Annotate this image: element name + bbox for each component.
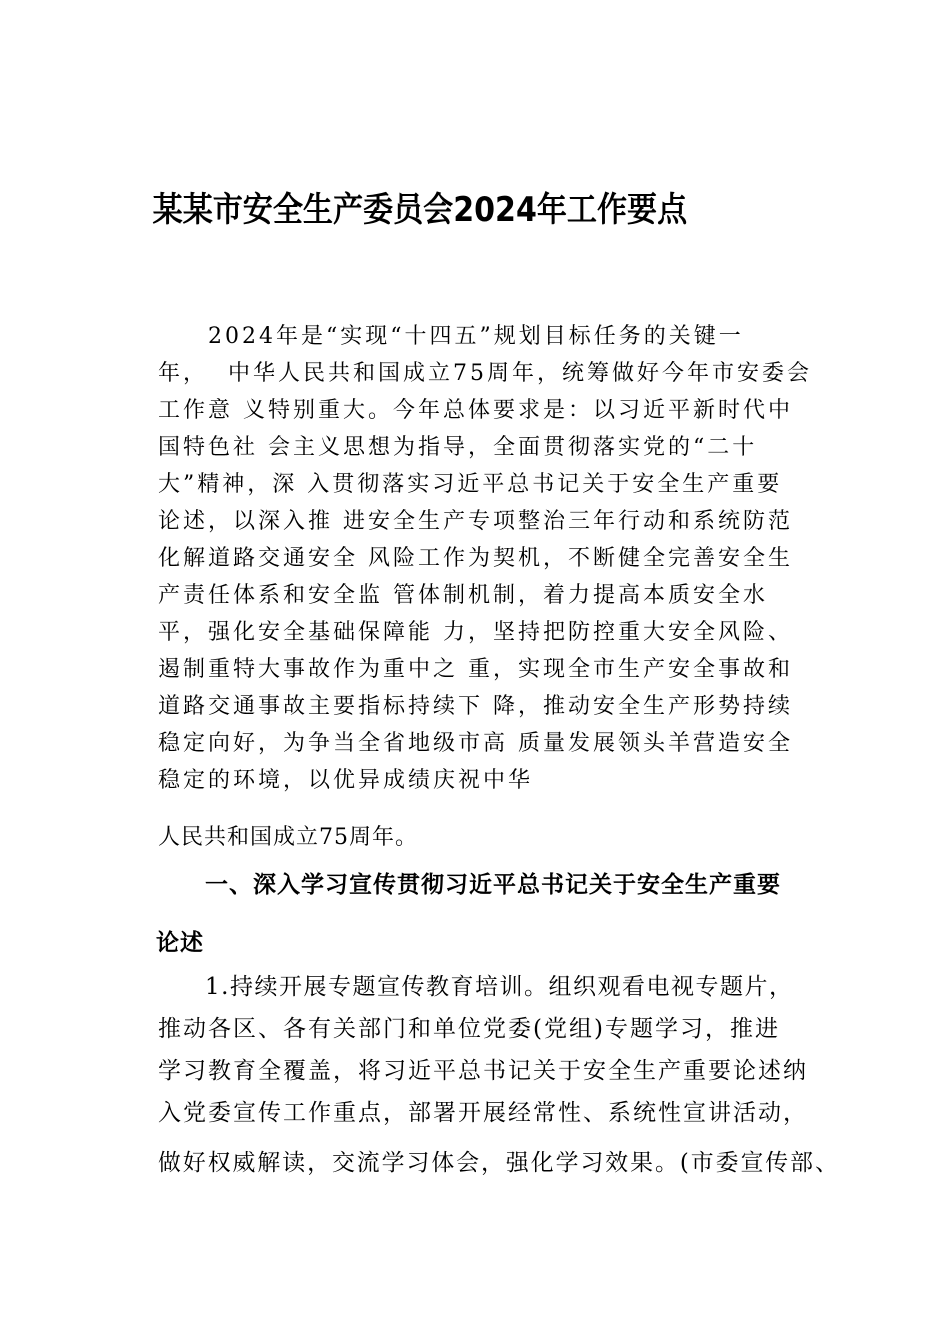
item-paragraph-line: 入党委宣传工作重点，部署开展经常性、系统性宣讲活动， [158, 1100, 808, 1126]
intro-line: 稳定向好，为争当全省地级市高 质量发展领头羊营造安全 [158, 731, 793, 756]
intro-line: 工作意 义特别重大。今年总体要求是：以习近平新时代中 [158, 398, 793, 423]
intro-line: 国特色社 会主义思想为指导，全面贯彻落实党的“二十 [158, 435, 758, 460]
item-paragraph-line: 推动各区、各有关部门和单位党委(党组)专题学习，推进 [158, 1016, 780, 1042]
intro-line: 年， 中华人民共和国成立75周年，统筹做好今年市安委会 [158, 361, 812, 386]
intro-line: 道路交通事故主要指标持续下 降，推动安全生产形势持续 [158, 694, 793, 719]
item-paragraph-line: 做好权威解读，交流学习体会，强化学习效果。(市委宣传部、 [158, 1150, 840, 1176]
document-title: 某某市安全生产委员会2024年工作要点 [152, 190, 688, 230]
intro-line: 大”精神，深 入贯彻落实习近平总书记关于安全生产重要 [158, 472, 783, 497]
intro-line: 平，强化安全基础保障能 力，坚持把防控重大安全风险、 [158, 620, 793, 645]
intro-line: 化解道路交通安全 风险工作为契机，不断健全完善安全生 [158, 546, 793, 571]
section-heading: 一、深入学习宣传贯彻习近平总书记关于安全生产重要 [205, 872, 781, 898]
item-paragraph-line: 1.持续开展专题宣传教育培训。组织观看电视专题片， [205, 974, 794, 1000]
intro-line: 产责任体系和安全监 管体制机制，着力提高本质安全水 [158, 583, 768, 608]
intro-line: 2024年是“实现“十四五”规划目标任务的关键一 [158, 324, 744, 349]
intro-line: 稳定的环境，以优异成绩庆祝中华 [158, 768, 534, 793]
intro-line: 论述，以深入推 进安全生产专项整治三年行动和系统防范 [158, 509, 793, 534]
section-heading-continued: 论述 [156, 930, 204, 956]
intro-line: 遏制重特大事故作为重中之 重，实现全市生产安全事故和 [158, 657, 793, 682]
item-paragraph-line: 学习教育全覆盖，将习近平总书记关于安全生产重要论述纳 [158, 1058, 808, 1084]
intro-last-line: 人民共和国成立75周年。 [158, 825, 418, 850]
